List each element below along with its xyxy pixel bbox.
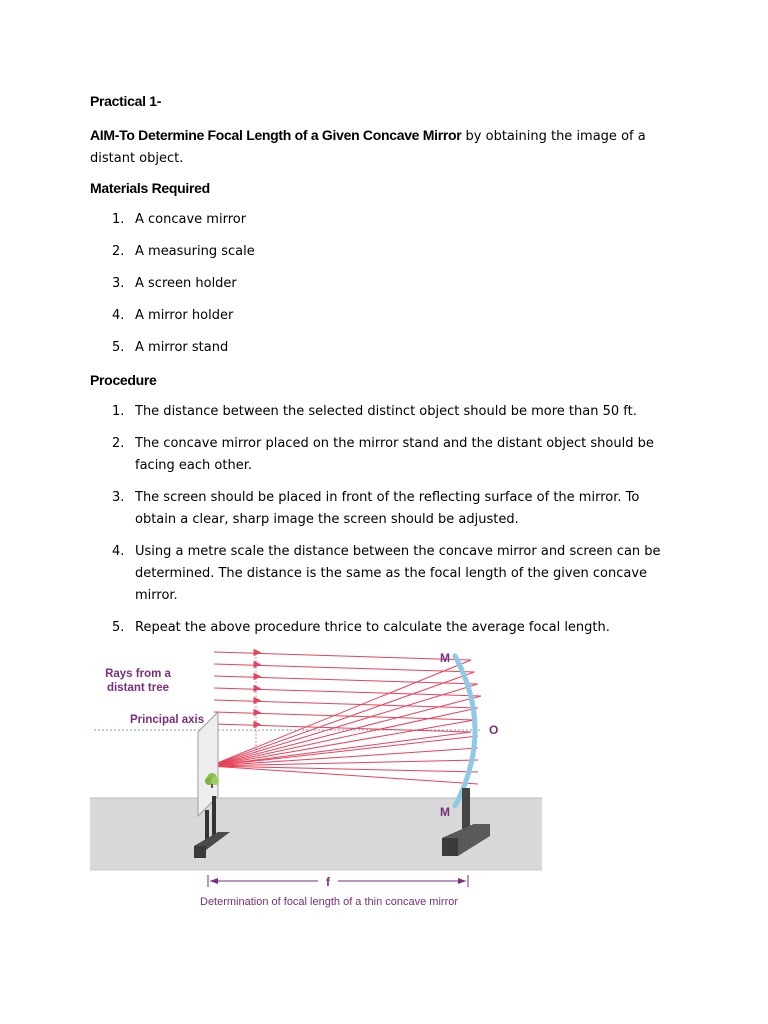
aim-paragraph: [90, 124, 680, 170]
ray-arrowhead: [254, 662, 260, 668]
list-item: 1. A concave mirror: [112, 212, 247, 227]
list-item: 3. The screen should be placed in front of the reflecting surface of the mirror. To obtain a clear, sharp image the screen should be adjusted.: [112, 490, 640, 527]
ray-arrowhead: [254, 686, 260, 692]
list-item: 4. Using a metre scale the distance between the concave mirror and screen can be determined. The distance is the same as the focal length of the given concave mirror.: [112, 544, 661, 603]
ray-arrowhead: [254, 710, 260, 716]
principal-axis-label: Principal axis: [130, 714, 205, 726]
list-item: 5. Repeat the above procedure thrice to calculate the average focal length.: [112, 620, 610, 635]
mirror-bottom-label: M: [440, 805, 450, 819]
materials-list: [90, 209, 680, 369]
pole-label: O: [489, 723, 499, 737]
ray-arrowhead: [254, 650, 260, 656]
list-item: 1. The distance between the selected distinct object should be more than 50 ft.: [112, 404, 637, 419]
light-rays: [210, 650, 481, 785]
ray-arrowhead: [254, 722, 260, 728]
ray-arrowhead: [254, 674, 260, 680]
materials-heading: Materials Required: [90, 180, 210, 196]
reflected-ray: [210, 720, 474, 766]
list-item: 2. A measuring scale: [112, 244, 255, 259]
incident-ray: [214, 652, 471, 660]
incident-ray: [214, 664, 474, 672]
procedure-heading: Procedure: [90, 372, 157, 388]
ray-arrowhead: [254, 698, 260, 704]
practical-title: Practical 1-: [90, 93, 162, 109]
concave-mirror-diagram: [90, 628, 542, 918]
list-item: 3. A screen holder: [112, 276, 237, 291]
rays-label-line2: distant tree: [107, 682, 169, 694]
mirror-top-label: M: [440, 651, 450, 665]
aim-text: by obtaining the image of a distant object.: [90, 129, 646, 166]
rays-label-line1: Rays from a: [105, 668, 171, 680]
list-item: 2. The concave mirror placed on the mirror stand and the distant object should be facing each other.: [112, 436, 654, 473]
procedure-list: [90, 401, 680, 649]
list-item: 5. A mirror stand: [112, 340, 229, 355]
list-item: 4. A mirror holder: [112, 308, 234, 323]
aim-title: AIM-To Determine Focal Length of a Given Concave Mirror: [90, 127, 462, 143]
figure-caption: Determination of focal length of a thin concave mirror: [200, 896, 459, 908]
focal-length-label: f: [326, 875, 330, 889]
